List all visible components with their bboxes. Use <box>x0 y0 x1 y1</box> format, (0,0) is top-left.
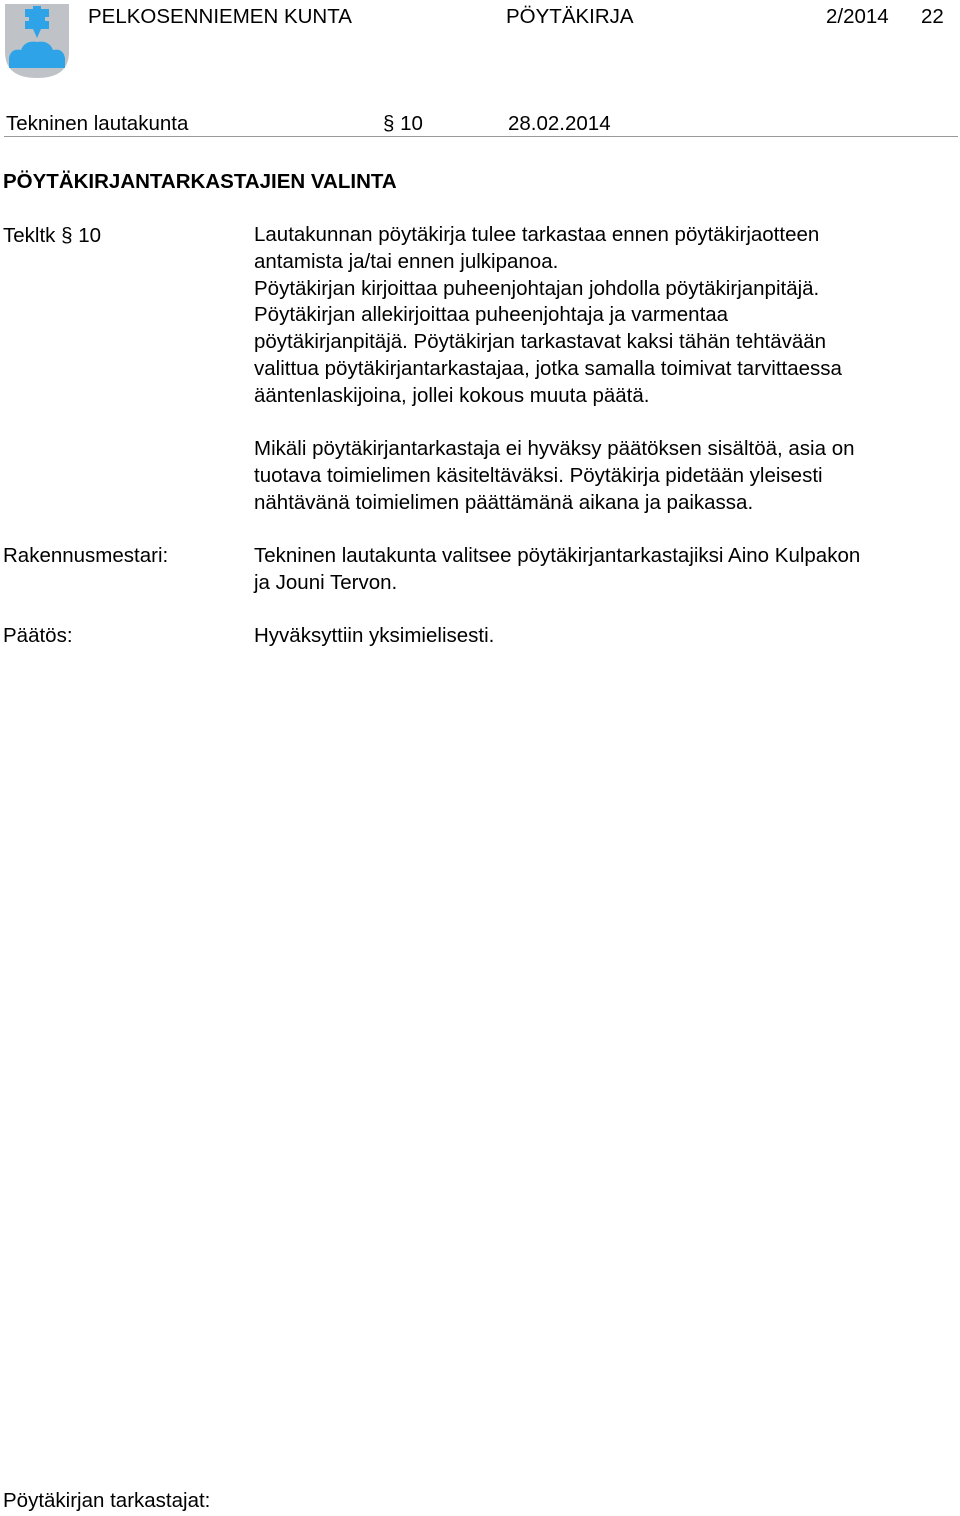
doc-number: 2/2014 <box>826 5 889 28</box>
meeting-date: 28.02.2014 <box>508 112 611 135</box>
reference-label: Tekltk § 10 <box>3 224 101 247</box>
page-number: 22 <box>921 5 944 28</box>
body-paragraph-1: Lautakunnan pöytäkirja tulee tarkastaa ennen pöytäkirjaotteen antamista ja/tai ennen julkipanoa. Pöytäkirjan kirjoittaa puheenjohtajan johdolla pöytäkirjanpitäjä. Pöytäkirjan allekirjoittaa puheenjohtaja ja varmentaa pöytäkirjanpitäjä. Pöytäkirjan tarkastavat kaksi tähän tehtävään valittua pöytäkirjantarkastajaa, jotka samalla toimivat tarvittaessa ääntenlaskijoina, jollei kokous muuta päätä. <box>254 223 842 407</box>
section-title: PÖYTÄKIRJANTARKASTAJIEN VALINTA <box>3 170 397 193</box>
board-name: Tekninen lautakunta <box>6 112 189 135</box>
body-paragraph-2: Mikäli pöytäkirjantarkastaja ei hyväksy päätöksen sisältöä, asia on tuotava toimielimen käsiteltäväksi. Pöytäkirja pidetään yleisesti nähtävänä toimielimen päättämänä aikana ja paikassa. <box>254 437 855 514</box>
section-number: § 10 <box>383 112 423 135</box>
header-divider <box>4 136 958 137</box>
org-name: PELKOSENNIEMEN KUNTA <box>88 5 352 28</box>
reviewers-label: Pöytäkirjan tarkastajat: <box>3 1489 211 1512</box>
coat-of-arms-logo <box>5 4 69 78</box>
decision-label: Päätös: <box>3 624 73 647</box>
doc-type: PÖYTÄKIRJA <box>506 5 634 28</box>
proposal-text: Tekninen lautakunta valitsee pöytäkirjantarkastajiksi Aino Kulpakon ja Jouni Tervon. <box>254 544 861 594</box>
proposal-label: Rakennusmestari: <box>3 544 169 567</box>
decision-text: Hyväksyttiin yksimielisesti. <box>254 624 495 647</box>
